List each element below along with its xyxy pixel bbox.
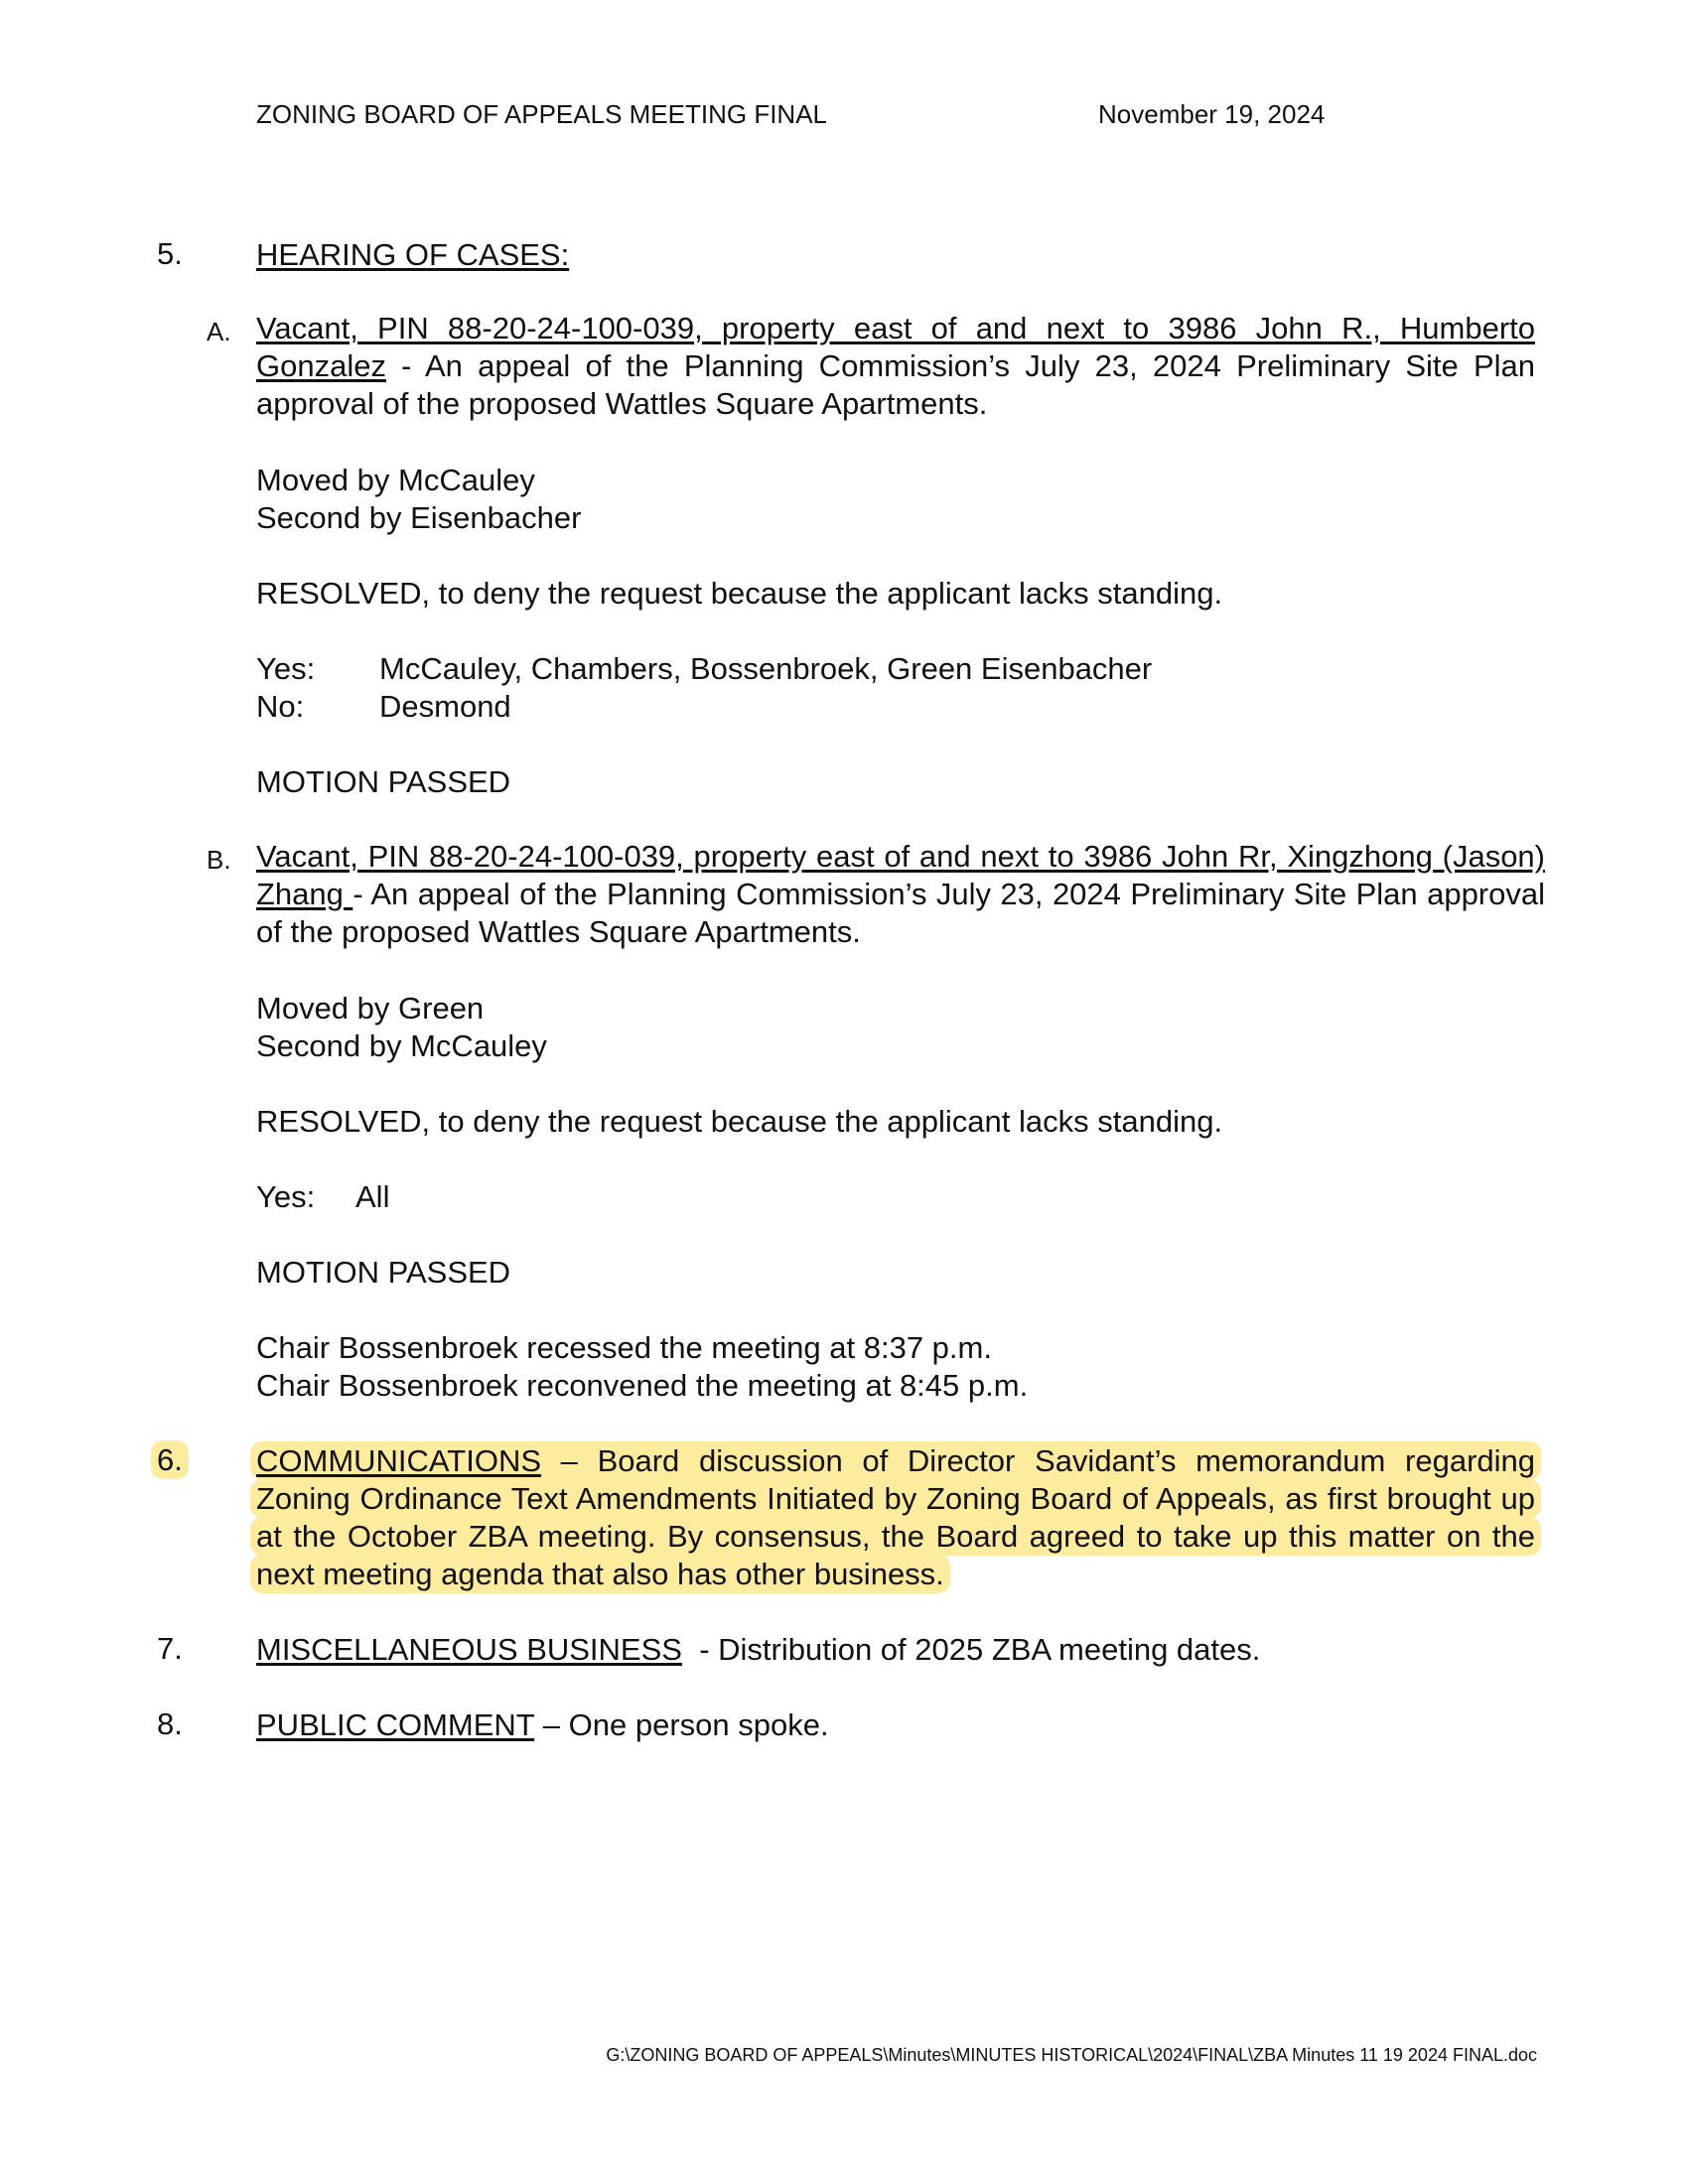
yes-label: Yes: (256, 1179, 316, 1214)
section-5-heading: HEARING OF CASES: (256, 237, 570, 272)
recess-note: Chair Bossenbroek recessed the meeting at 8:37 p.m. (256, 1330, 992, 1365)
section-6-heading: COMMUNICATIONS (256, 1443, 542, 1478)
section-6-paragraph (256, 1442, 1535, 1593)
case-b-resolution: RESOLVED, to deny the request because the applicant lacks standing. (256, 1104, 1223, 1139)
case-b-second: Second by McCauley (256, 1028, 547, 1063)
case-b-paragraph (256, 838, 1545, 951)
section-8-heading: PUBLIC COMMENT (256, 1707, 535, 1742)
case-b-title: Vacant, PIN 88-20-24-100-039, property east of and next to 3986 John Rr, Xingzhong (Jason) Zhang (256, 839, 1545, 911)
case-b-description: - An appeal of the Planning Commission’s July 23, 2024 Preliminary Site Plan approval of the proposed Wattles Square Apartments. (256, 877, 1546, 949)
case-a-resolution: RESOLVED, to deny the request because the applicant lacks standing. (256, 576, 1223, 611)
reconvene-note: Chair Bossenbroek reconvened the meeting at 8:45 p.m. (256, 1368, 1029, 1403)
file-path-footer: G:\ZONING BOARD OF APPEALS\Minutes\MINUTES HISTORICAL\2024\FINAL\ZBA Minutes 11 19 2024 FINAL.doc (606, 2045, 1537, 2065)
yes-names: McCauley, Chambers, Bossenbroek, Green Eisenbacher (379, 651, 1153, 686)
highlight-block (250, 1441, 1541, 1593)
no-names: Desmond (379, 689, 511, 724)
section-7-paragraph (256, 1631, 1260, 1669)
case-b-letter: B. (207, 845, 231, 875)
section-6-text: – Board discussion of Director Savidant’s memorandum regarding Zoning Ordinance Text Amendments Initiated by Zoning Board of Appeals, as first brought up at the October ZBA meeting. By consensus, the Board agreed to take up this matter on the next meeting agenda that also has other business. (256, 1443, 1535, 1591)
section-8-number: 8. (157, 1706, 183, 1741)
no-label: No: (256, 689, 305, 724)
section-6-number: 6. (157, 1442, 183, 1478)
yes-label: Yes: (256, 651, 316, 686)
case-a-paragraph (256, 310, 1535, 423)
section-7-number: 7. (157, 1631, 183, 1666)
section-7-heading: MISCELLANEOUS BUSINESS (256, 1632, 682, 1667)
yes-names: All (355, 1179, 390, 1214)
meeting-date: November 19, 2024 (1098, 99, 1326, 129)
case-b-yes-vote (256, 1178, 389, 1216)
document-title: ZONING BOARD OF APPEALS MEETING FINAL (256, 99, 827, 129)
case-b-result: MOTION PASSED (256, 1255, 511, 1290)
case-a-letter: A. (207, 317, 231, 346)
case-a-no-vote (256, 688, 511, 726)
case-a-moved: Moved by McCauley (256, 463, 535, 497)
section-8-text: – One person spoke. (534, 1707, 829, 1742)
section-7-text: - Distribution of 2025 ZBA meeting dates. (681, 1632, 1261, 1667)
section-8-paragraph (256, 1706, 829, 1744)
case-a-yes-vote (256, 650, 1152, 688)
case-a-description: - An appeal of the Planning Commission’s July 23, 2024 Preliminary Site Plan approval of the proposed Wattles Square Apartments. (256, 348, 1535, 421)
case-a-second: Second by Eisenbacher (256, 500, 582, 535)
case-b-moved: Moved by Green (256, 991, 485, 1025)
case-a-result: MOTION PASSED (256, 764, 511, 799)
section-5-number: 5. (157, 236, 183, 271)
case-a-title: Vacant, PIN 88-20-24-100-039, property east of and next to 3986 John R., Humberto Gonzalez (256, 311, 1535, 383)
